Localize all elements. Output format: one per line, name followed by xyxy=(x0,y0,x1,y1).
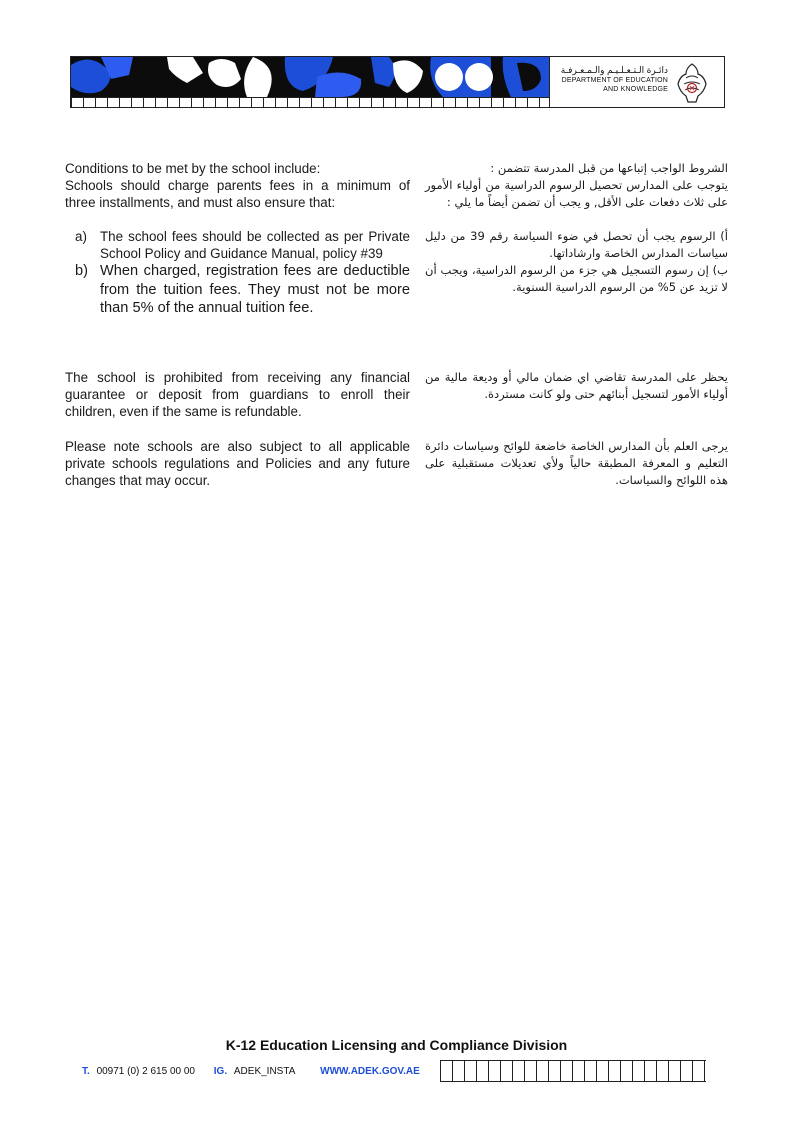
english-intro-text: Schools should charge parents fees in a minimum of three installments, and must also ensure that: xyxy=(65,178,410,210)
footer-contact xyxy=(82,1066,420,1077)
arabic-intro-text: يتوجب على المدارس تحصيل الرسوم الدراسية من أولياء الأمور على ثلاث دفعات على الأقل, و يجب أن تضمن أيضاً ما يلي : xyxy=(425,178,728,209)
logo-org-english-line1: DEPARTMENT OF EDUCATION xyxy=(561,77,668,84)
page-header xyxy=(70,56,725,108)
instagram-handle[interactable]: ADEK_INSTA xyxy=(233,1066,296,1077)
logo-text xyxy=(561,65,668,94)
header-ruler xyxy=(71,97,549,108)
logo-org-arabic: دائـرة الـتـعـلـيـم والـمـعـرفـة xyxy=(560,65,668,75)
english-prohibition-text: The school is prohibited from receiving any financial guarantee or deposit from guardians to enroll their children, even if the same is refundable. xyxy=(65,370,410,419)
english-intro xyxy=(65,160,410,211)
footer-division-title: K-12 Education Licensing and Compliance Division xyxy=(225,1037,568,1053)
arabic-intro-heading: الشروط الواجب إتباعها من قبل المدرسة تتضمن : xyxy=(490,161,728,175)
list-item-text: When charged, registration fees are deductible from the tuition fees. They must not be more than 5% of the annual tuition fee. xyxy=(100,263,410,316)
arabic-prohibition-text: يحظر على المدرسة تقاضي اي ضمان مالي أو وديعة مالية من أولياء الأمور لتسجيل أبنائهم حتى ولو كانت مستردة. xyxy=(425,370,728,401)
falcon-emblem-icon xyxy=(674,62,710,104)
footer-ruler xyxy=(440,1060,706,1082)
arabic-note-paragraph xyxy=(425,438,728,489)
english-conditions-list xyxy=(65,228,410,318)
english-note-text: Please note schools are also subject to all applicable private schools regulations and Policies and any future changes that may occur. xyxy=(65,439,410,488)
list-item xyxy=(65,262,410,318)
arabic-prohibition-paragraph xyxy=(425,369,728,403)
arabic-intro xyxy=(425,160,728,211)
phone-label: T. xyxy=(82,1066,90,1077)
list-item-text: The school fees should be collected as per Private School Policy and Guidance Manual, policy #39 xyxy=(100,229,410,261)
list-marker: a) xyxy=(75,229,87,244)
website-link[interactable]: WWW.ADEK.GOV.AE xyxy=(320,1066,420,1077)
phone-number[interactable]: 00971 (0) 2 615 00 00 xyxy=(96,1066,195,1077)
english-prohibition-paragraph xyxy=(65,369,410,420)
arabic-conditions-list xyxy=(425,228,728,296)
instagram-label: IG. xyxy=(213,1066,228,1077)
logo-org-english-line2: AND KNOWLEDGE xyxy=(603,86,668,93)
abstract-shapes-graphic xyxy=(71,57,549,97)
list-marker: b) xyxy=(75,263,88,279)
arabic-item-b: ب) إن رسوم التسجيل هي جزء من الرسوم الدراسية، ويجب أن لا تزيد عن 5% من الرسوم الدراسية السنوية. xyxy=(425,263,728,294)
english-intro-heading: Conditions to be met by the school include: xyxy=(65,161,321,176)
arabic-note-text: يرجى العلم بأن المدارس الخاصة خاضعة للوائح وسياسات دائرة التعليم و المعرفة المطبقة حالياً ولأي تعديلات مستقبلية على هذه اللوائح والسياسات. xyxy=(425,439,728,487)
list-item xyxy=(65,228,410,262)
header-graphic-banner xyxy=(71,57,549,97)
arabic-item-a: أ) الرسوم يجب أن تحصل في ضوء السياسة رقم 39 من دليل سياسات المدارس الخاصة وارشاداتها. xyxy=(425,229,728,260)
english-note-paragraph xyxy=(65,438,410,489)
adek-logo xyxy=(549,57,724,107)
